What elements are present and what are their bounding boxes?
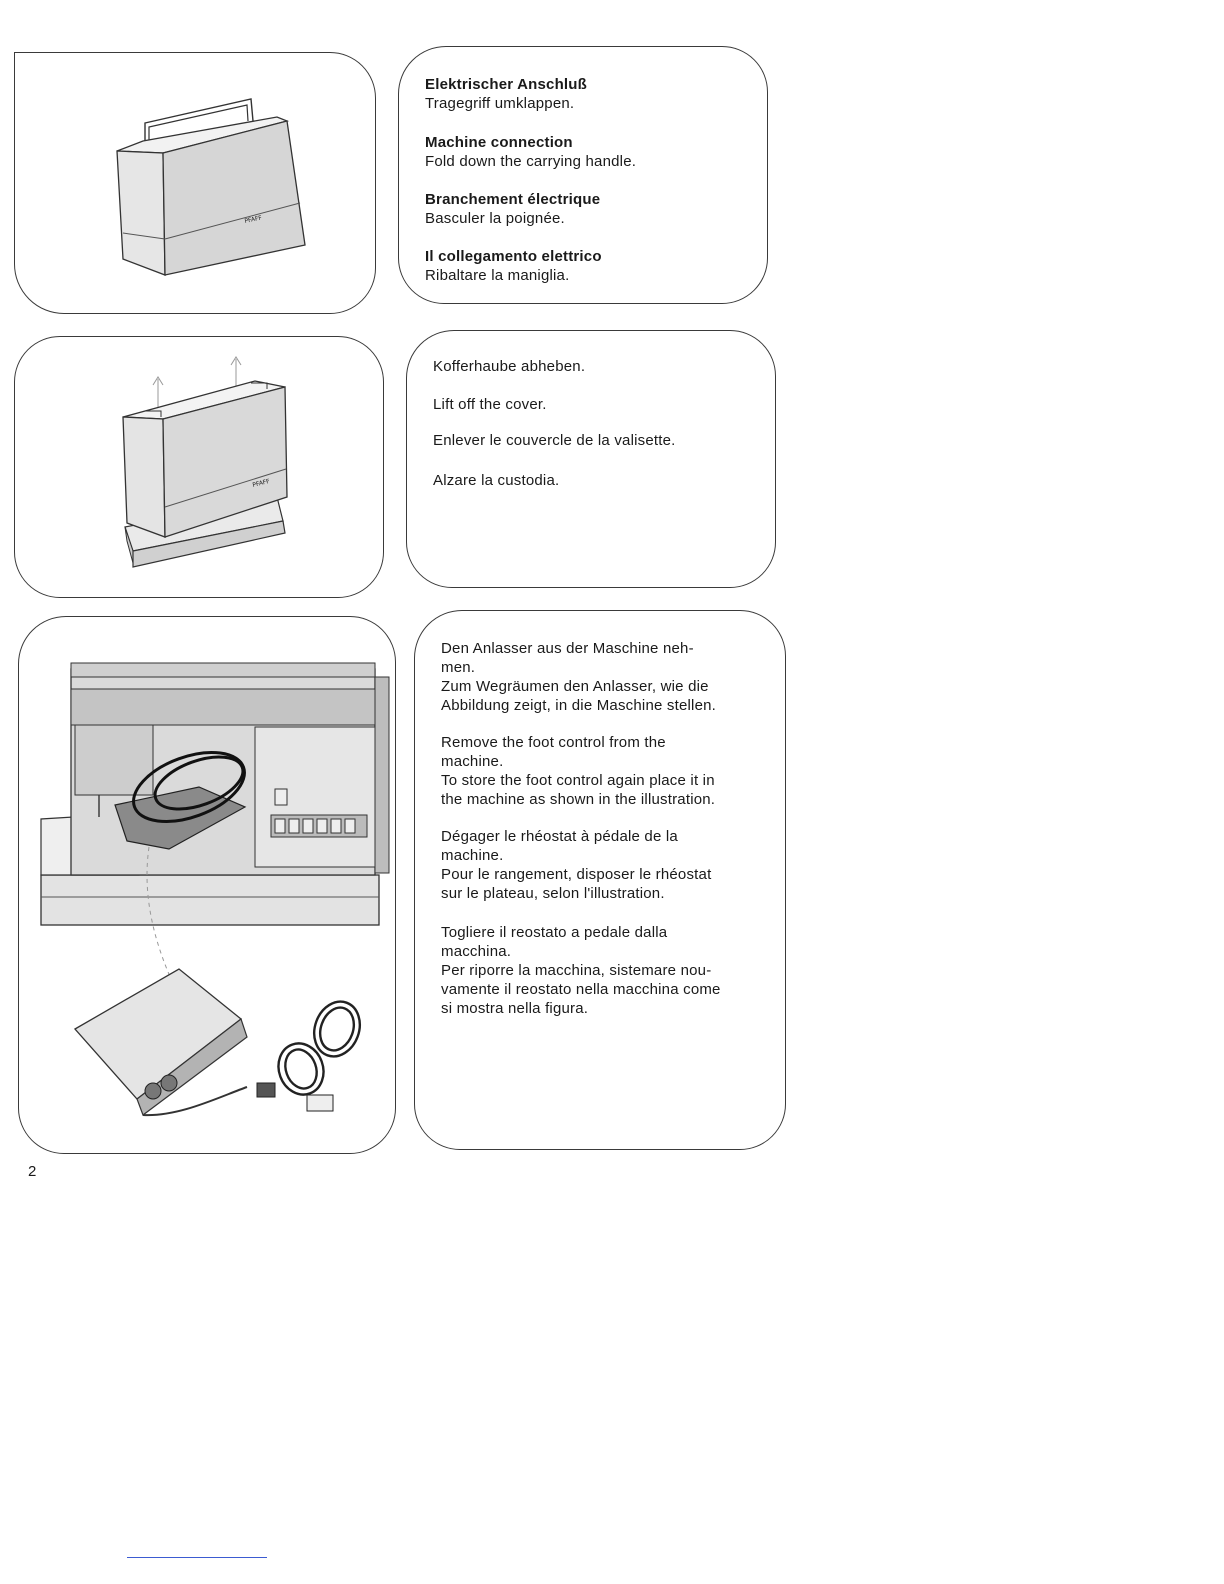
section-body: Tragegriff umklappen. (425, 95, 575, 112)
section-heading: Branchement électrique (425, 191, 601, 208)
connection-section-en (425, 133, 753, 171)
foot-control-illustration-panel (18, 616, 396, 1154)
section-body: Fold down the carrying handle. (425, 153, 637, 170)
foot-control-text-en: Remove the foot control from the machine. To store the foot control again place it in the machine as shown in the illustration. (441, 734, 716, 808)
section-body: Basculer la poignée. (425, 210, 565, 227)
plug-icon (257, 1083, 275, 1097)
cover-brand-label: PFAFF (251, 477, 271, 489)
sewing-machine-foot-control-illustration (19, 617, 397, 1155)
foot-control-text-de: Den Anlasser aus der Maschine neh- men. Zum Wegräumen den Anlasser, wie die Abbildung zeigt, in die Maschine stellen. (441, 640, 717, 714)
section-heading: Elektrischer Anschluß (425, 76, 588, 93)
carrying-case-illustration (15, 53, 377, 315)
cable-coil-icon (271, 995, 367, 1101)
connection-section-it (425, 247, 753, 285)
foot-control-text-fr: Dégager le rhéostat à pédale de la machine. Pour le rangement, disposer le rhéostat sur le plateau, selon l'illustration. (441, 828, 712, 902)
cover-illustration-panel (14, 336, 384, 598)
page-number: 2 (28, 1163, 37, 1180)
cover-text-it: Alzare la custodia. (433, 472, 560, 489)
plug-icon (307, 1095, 333, 1111)
connection-section-de (425, 75, 753, 113)
cover-text-panel (406, 330, 776, 588)
section-heading: Machine connection (425, 134, 573, 151)
footer-rule (127, 1557, 267, 1558)
connection-section-fr (425, 190, 753, 228)
case-illustration-panel (14, 52, 376, 314)
cover-lift-illustration (15, 337, 385, 599)
foot-control-text-it: Togliere il reostato a pedale dalla macchina. Per riporre la macchina, sistemare nou- vamente il reostato nella macchina come si mostra nella figura. (441, 924, 721, 1017)
foot-control-text-panel (414, 610, 786, 1150)
section-body: Ribaltare la maniglia. (425, 267, 570, 284)
cover-text-de: Kofferhaube abheben. (433, 358, 586, 375)
connection-text-panel (398, 46, 768, 304)
cover-text-en: Lift off the cover. (433, 396, 547, 413)
cover-text-fr: Enlever le couvercle de la valisette. (433, 432, 676, 449)
section-heading: Il collegamento elettrico (425, 248, 602, 265)
case-brand-label: PFAFF (243, 214, 263, 225)
